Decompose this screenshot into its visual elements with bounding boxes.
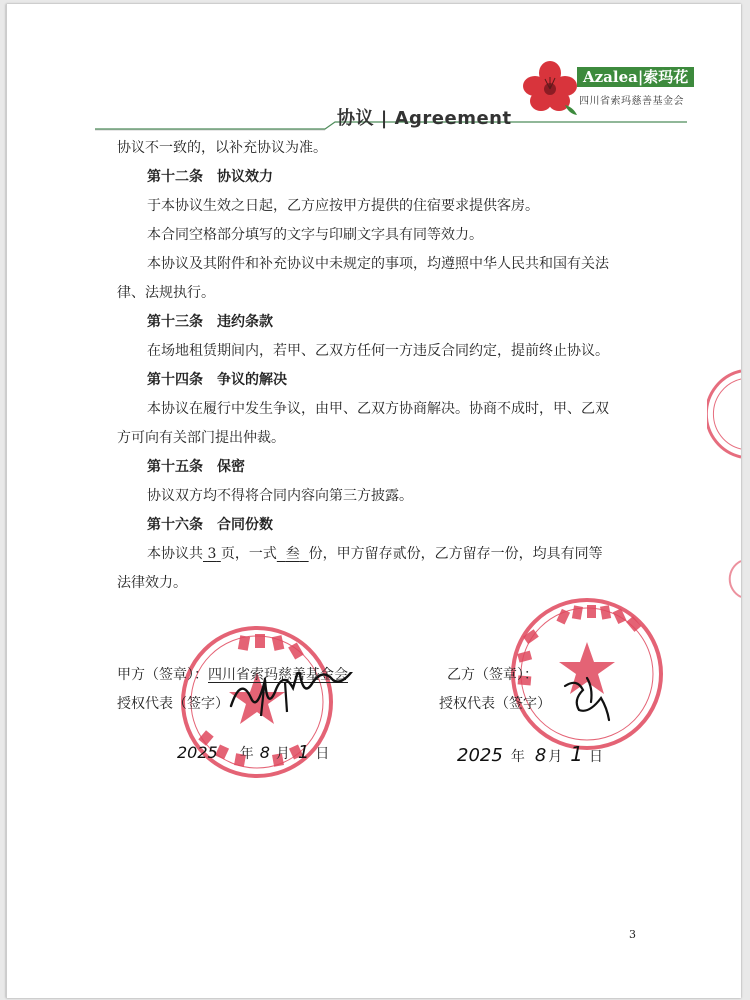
- foundation-logo: [521, 59, 691, 119]
- article-14-para-1b: 方可向有关部门提出仲裁。: [117, 430, 285, 446]
- page-count-value: [203, 546, 221, 562]
- article-14-para-1a: 本协议在履行中发生争议，由甲、乙双方协商解决。协商不成时，甲、乙双: [147, 401, 609, 417]
- party-a-handwritten-signature: [225, 672, 365, 718]
- document-page: [6, 4, 741, 998]
- article-16-text-pre: 本协议共: [147, 546, 203, 562]
- article-12-para-3b: 律、法规执行。: [117, 285, 215, 301]
- header-title: 协议 | Agreement: [337, 108, 512, 129]
- edge-seal-lower: [713, 559, 741, 599]
- article-12-title: 第十二条 协议效力: [147, 169, 273, 185]
- party-b-year: 2025: [457, 745, 503, 766]
- copy-count: 叁: [285, 546, 300, 562]
- party-a-label: 甲方（签章）：: [117, 667, 208, 683]
- article-15-title: 第十五条 保密: [147, 459, 245, 475]
- party-b-handwritten-signature: [557, 672, 617, 722]
- party-b-day: 1: [570, 742, 583, 766]
- logo-name: Azalea|索玛花: [577, 67, 694, 87]
- article-16-para-2: 法律效力。: [117, 575, 187, 591]
- party-a-month-char: 月: [275, 746, 290, 762]
- article-14-title: 第十四条 争议的解决: [147, 372, 287, 388]
- party-b-year-char: 年: [510, 749, 525, 765]
- article-12-para-1: 于本协议生效之日起，乙方应按甲方提供的住宿要求提供客房。: [147, 198, 539, 214]
- party-b-month-char: 月: [548, 749, 563, 765]
- page-count: 3: [207, 546, 217, 562]
- party-a-date: [177, 742, 329, 763]
- party-b-month: 8: [534, 745, 547, 766]
- continuation-line: 协议不一致的，以补充协议为准。: [117, 140, 327, 156]
- party-b-day-char: 日: [589, 749, 603, 765]
- party-b-label: 乙方（签章）：: [447, 667, 538, 683]
- article-16-para-1: [147, 544, 603, 564]
- article-13-para-1: 在场地租赁期间内，若甲、乙双方任何一方违反合同约定，提前终止协议。: [147, 343, 609, 359]
- azalea-flower-icon: [521, 59, 579, 117]
- party-a-day: 1: [297, 742, 310, 763]
- article-13-title: 第十三条 违约条款: [147, 314, 273, 330]
- party-a-rep-label: 授权代表（签字）: [117, 696, 229, 712]
- party-b-date: [457, 742, 603, 766]
- article-16-text-mid: 页，一式: [220, 546, 277, 562]
- party-a-year-char: 年: [239, 746, 254, 762]
- article-16-text-post: 份，甲方留存贰份，乙方留存一份，均具有同等: [308, 546, 603, 562]
- party-b-rep-label: 授权代表（签字）: [439, 696, 551, 712]
- page-number: 3: [629, 928, 636, 941]
- article-12-para-3a: 本协议及其附件和补充协议中未规定的事项，均遵照中华人民共和国有关法: [147, 256, 609, 272]
- logo-subtitle: 四川省索玛慈善基金会: [579, 96, 684, 107]
- party-a-month: 8: [259, 743, 270, 762]
- party-a-name: 四川省索玛慈善基金会: [208, 667, 348, 683]
- article-15-para-1: 协议双方均不得将合同内容向第三方披露。: [147, 488, 413, 504]
- copy-count-value: [277, 546, 309, 562]
- article-16-title: 第十六条 合同份数: [147, 517, 273, 533]
- party-a-year: 2025: [177, 743, 218, 762]
- article-12-para-2: 本合同空格部分填写的文字与印刷文字具有同等效力。: [147, 227, 483, 243]
- party-a-day-char: 日: [315, 746, 330, 762]
- edge-seal-upper: [707, 369, 741, 459]
